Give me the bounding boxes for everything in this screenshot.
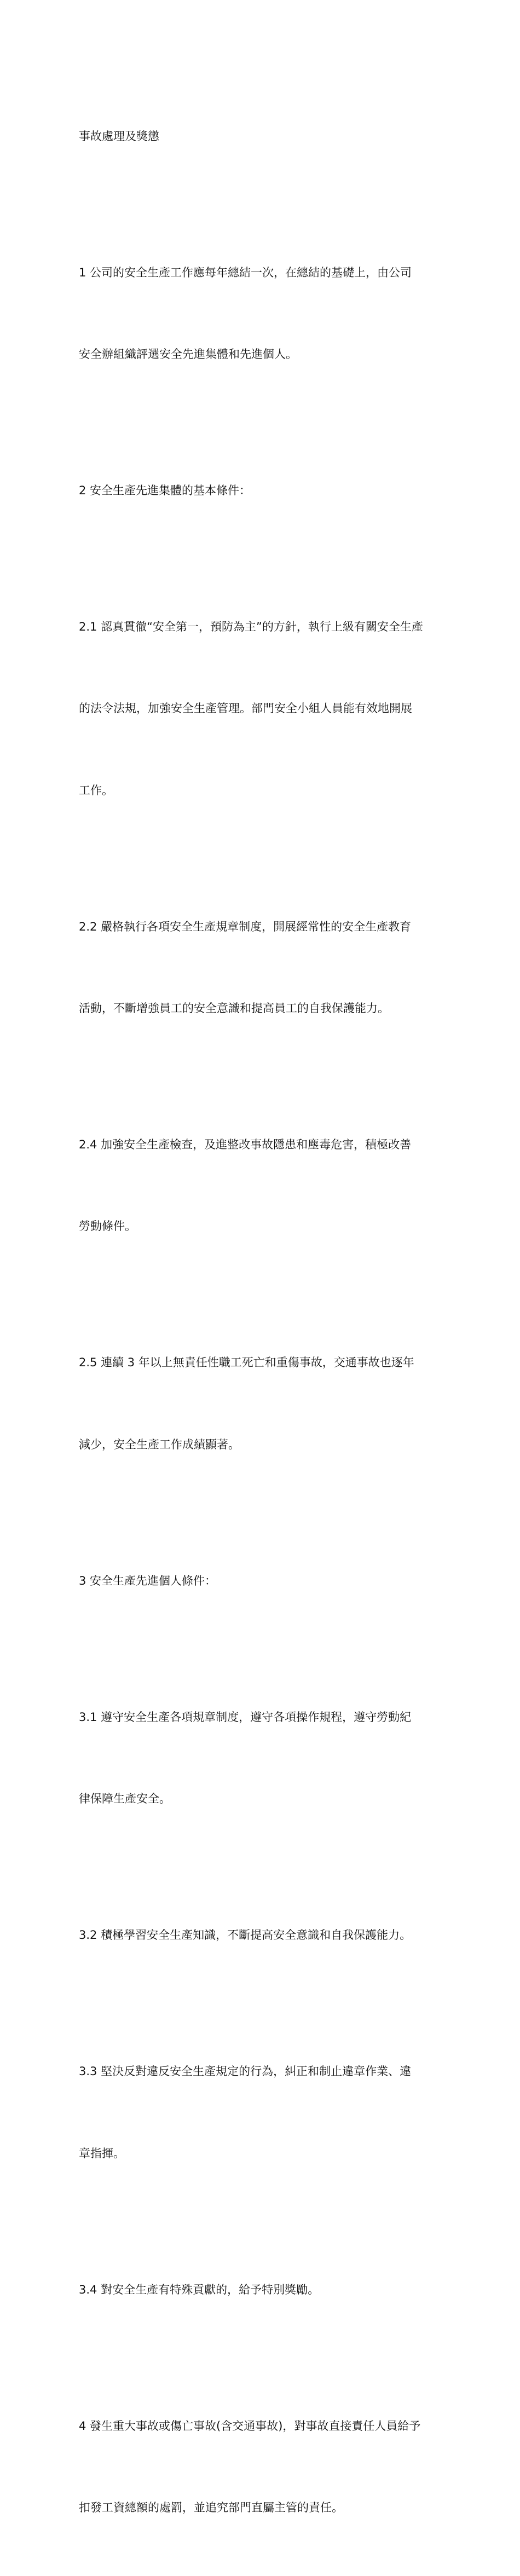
text-line: 2.2 嚴格執行各項安全生產規章制度，開展經常性的安全生產教育 [79, 920, 412, 933]
text-line: 2.1 認真貫徹“安全第一，預防為主”的方針，執行上級有關安全生產 [79, 620, 423, 633]
text-line: 章指揮。 [79, 2146, 125, 2160]
text-line: 2 安全生產先進集體的基本條件： [79, 483, 251, 497]
text-line: 3.3 堅決反對違反安全生產規定的行為，糾正和制止違章作業、違 [79, 2065, 412, 2078]
paragraph-3-1 [79, 1649, 451, 1867]
text-line: 工作。 [79, 783, 113, 797]
text-line: 扣發工資總額的處罰，並追究部門直屬主管的責任。 [79, 2500, 343, 2514]
text-line: 安全辦組織評選安全先進集體和先進個人。 [79, 347, 297, 361]
text-line: 2.5 連續 3 年以上無責任性職工死亡和重傷事故，交通事故也逐年 [79, 1356, 414, 1370]
paragraph-2 [79, 423, 451, 559]
text-line: 4 發生重大事故或傷亡事故(含交通事故)，對事故直接責任人員給予 [79, 2419, 421, 2433]
paragraph-2-4 [79, 1077, 451, 1295]
text-line: 3.2 積極學習安全生產知識，不斷提高安全意識和自我保護能力。 [79, 1928, 412, 1942]
paragraph-1 [79, 205, 451, 423]
text-line: 的法令法規，加強安全生產管理。部門安全小組人員能有效地開展 [79, 702, 412, 715]
text-line: 3.1 遵守安全生產各項規章制度，遵守各項操作規程，遵守勞動紀 [79, 1710, 412, 1724]
paragraph-2-2 [79, 859, 451, 1077]
paragraph-3-4 [79, 2222, 451, 2358]
document-body [79, 68, 451, 2576]
text-line: 3.4 對安全生產有特殊貢獻的，給予特別獎勵。 [79, 2283, 320, 2296]
text-line: 勞動條件。 [79, 1220, 136, 1233]
text-line: 1 公司的安全生產工作應每年總結一次，在總結的基礎上，由公司 [79, 265, 412, 279]
text-line: 律保障生產安全。 [79, 1792, 171, 1806]
text-line: 3 安全生產先進個人條件： [79, 1574, 217, 1587]
text-line: 減少，安全生產工作成績顯著。 [79, 1437, 240, 1451]
paragraph-2-1 [79, 559, 451, 859]
paragraph-3-3 [79, 2004, 451, 2222]
paragraph-2-5 [79, 1295, 451, 1513]
document-title [79, 68, 451, 205]
paragraph-3 [79, 1513, 451, 1649]
text-line: 2.4 加強安全生產檢查，及進整改事故隱患和塵毒危害，積極改善 [79, 1138, 412, 1152]
title-line: 事故處理及獎懲 [79, 129, 159, 143]
paragraph-3-2 [79, 1868, 451, 2004]
text-line: 活動，不斷增強員工的安全意識和提高員工的自我保護能力。 [79, 1002, 389, 1015]
paragraph-4 [79, 2358, 451, 2576]
